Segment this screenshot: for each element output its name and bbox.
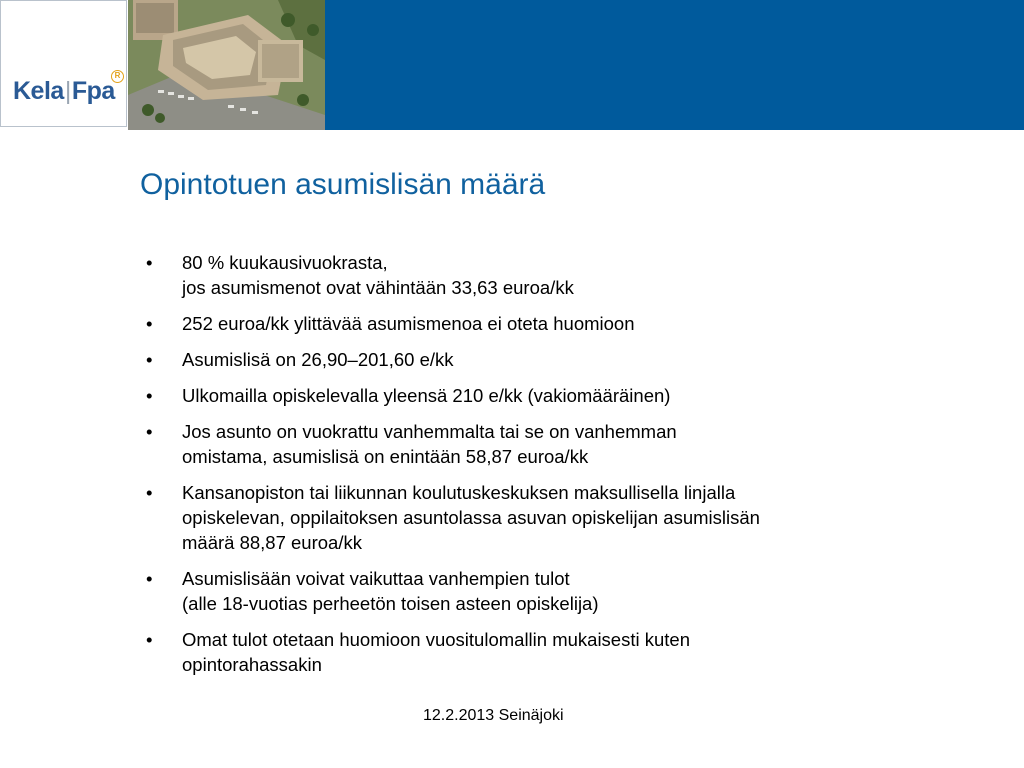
bullet-text-line: 252 euroa/kk ylittävää asumismenoa ei oteta huomioon [182, 313, 635, 334]
bullet-item [140, 347, 910, 372]
kela-fpa-logo [13, 77, 115, 106]
bullet-text-line: jos asumismenot ovat vähintään 33,63 euroa/kk [182, 277, 574, 298]
bullet-text-line: Omat tulot otetaan huomioon vuositulomallin mukaisesti kuten [182, 629, 690, 650]
bullet-text-line: (alle 18-vuotias perheetön toisen asteen opiskelija) [182, 593, 599, 614]
slide-title: Opintotuen asumislisän määrä [140, 168, 546, 201]
bullet-text-line: Ulkomailla opiskelevalla yleensä 210 e/kk (vakiomääräinen) [182, 385, 671, 406]
bullet-marker: • [146, 385, 153, 406]
bullet-text-line: Kansanopiston tai liikunnan koulutuskeskuksen maksullisella linjalla [182, 482, 736, 503]
bullet-item [140, 311, 910, 336]
registered-mark-icon: R [111, 70, 124, 83]
bullet-marker: • [146, 252, 153, 273]
slide-footer: 12.2.2013 Seinäjoki [423, 707, 564, 724]
bullet-marker: • [146, 313, 153, 334]
bullet-text-line: Jos asunto on vuokrattu vanhemmalta tai se on vanhemman [182, 421, 677, 442]
bullet-item [140, 480, 910, 555]
logo-separator: | [64, 77, 71, 105]
bullet-text-line: 80 % kuukausivuokrasta, [182, 252, 388, 273]
aerial-building-photo [128, 0, 325, 130]
bullet-marker: • [146, 349, 153, 370]
bullet-list [140, 250, 910, 688]
logo-text-kela: Kela [13, 77, 64, 105]
bullet-marker: • [146, 421, 153, 442]
bullet-item [140, 566, 910, 616]
bullet-marker: • [146, 482, 153, 503]
bullet-text-line: opintorahassakin [182, 654, 322, 675]
bullet-text-line: määrä 88,87 euroa/kk [182, 532, 362, 553]
bullet-item [140, 419, 910, 469]
logo-text-fpa: Fpa [71, 77, 115, 105]
aerial-building-illustration [128, 0, 325, 130]
bullet-text-line: omistama, asumislisä on enintään 58,87 euroa/kk [182, 446, 589, 467]
bullet-text-line: Asumislisä on 26,90–201,60 e/kk [182, 349, 454, 370]
bullet-item [140, 627, 910, 677]
bullet-text-line: opiskelevan, oppilaitoksen asuntolassa asuvan opiskelijan asumislisän [182, 507, 760, 528]
logo-box [0, 0, 127, 127]
bullet-text-line: Asumislisään voivat vaikuttaa vanhempien tulot [182, 568, 570, 589]
slide-header [0, 0, 1024, 130]
bullet-marker: • [146, 629, 153, 650]
bullet-item [140, 250, 910, 300]
bullet-item [140, 383, 910, 408]
header-blue-band [325, 0, 1024, 130]
bullet-marker: • [146, 568, 153, 589]
